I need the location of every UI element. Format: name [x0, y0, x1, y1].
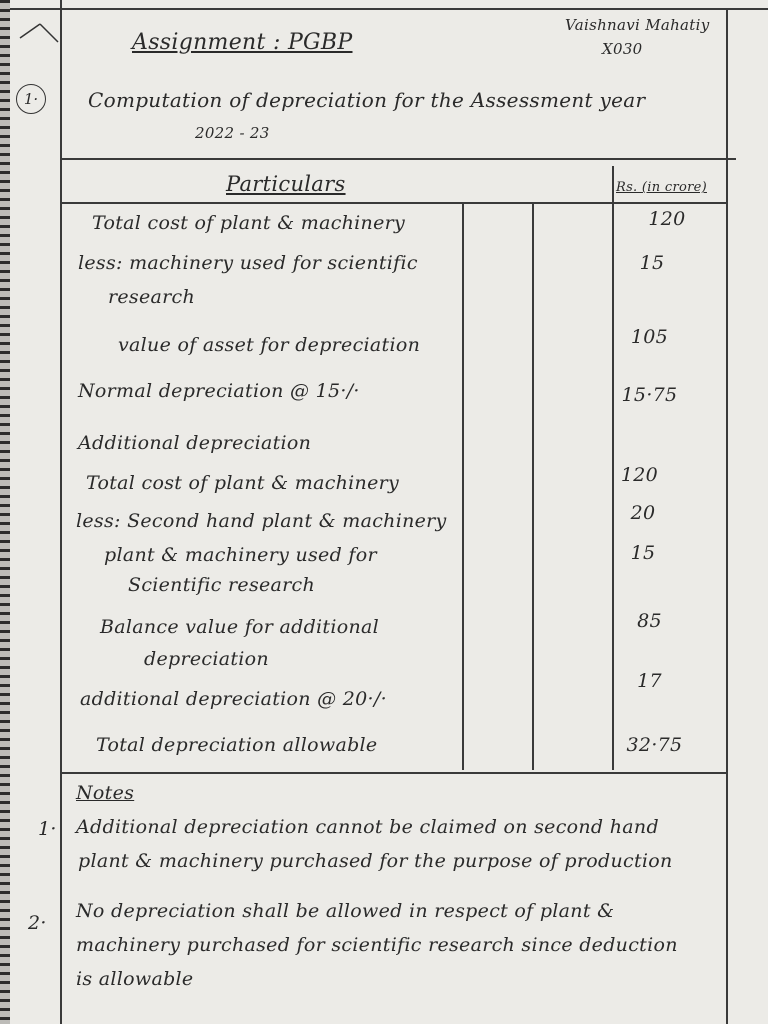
row-particular: value of asset for depreciation [118, 334, 421, 356]
note-text: plant & machinery purchased for the purpose of production [78, 850, 673, 872]
row-particular: plant & machinery used for [104, 544, 377, 566]
question-heading: Computation of depreciation for the Assessment year [88, 88, 646, 112]
row-particular: additional depreciation @ 20·/· [80, 688, 387, 710]
row-particular: Scientific research [128, 574, 316, 596]
note-number: 2· [28, 912, 47, 934]
student-id: X030 [602, 40, 643, 58]
note-text: is allowable [76, 968, 194, 990]
question-number-badge: 1· [16, 84, 46, 114]
row-amount: 17 [637, 670, 662, 692]
total-row-particular: Total depreciation allowable [96, 734, 378, 756]
note-number: 1· [38, 818, 57, 840]
assignment-title: Assignment : PGBP [132, 30, 353, 55]
note-text: machinery purchased for scientific research since deduction [76, 934, 678, 956]
notes-heading: Notes [76, 782, 135, 804]
note-text: No depreciation shall be allowed in respect of plant & [76, 900, 615, 922]
row-amount: 15·75 [621, 384, 678, 406]
row-particular: Balance value for additional [100, 616, 380, 638]
row-particular: less: machinery used for scientific [78, 252, 418, 274]
total-row-amount: 32·75 [626, 734, 683, 756]
row-amount: 120 [648, 208, 686, 230]
row-amount: 120 [620, 464, 659, 486]
row-particular: research [108, 286, 196, 308]
row-particular: Total cost of plant & machinery [86, 472, 400, 494]
row-amount: 15 [639, 252, 665, 274]
row-particular: less: Second hand plant & machinery [76, 510, 447, 532]
row-particular: Total cost of plant & machinery [92, 212, 406, 234]
row-amount: 85 [637, 610, 662, 632]
column-header-particulars: Particulars [226, 172, 346, 196]
row-amount: 20 [630, 502, 656, 524]
note-text: Additional depreciation cannot be claimed on second hand [76, 816, 659, 838]
column-header-amount: Rs. (in crore) [616, 180, 707, 195]
row-particular: depreciation [144, 648, 269, 670]
row-particular: Additional depreciation [78, 432, 312, 454]
assessment-year: 2022 - 23 [195, 124, 270, 142]
row-amount: 105 [630, 326, 669, 348]
student-name: Vaishnavi Mahatiy [565, 16, 710, 34]
row-particular: Normal depreciation @ 15·/· [78, 380, 360, 402]
row-amount: 15 [630, 542, 656, 564]
